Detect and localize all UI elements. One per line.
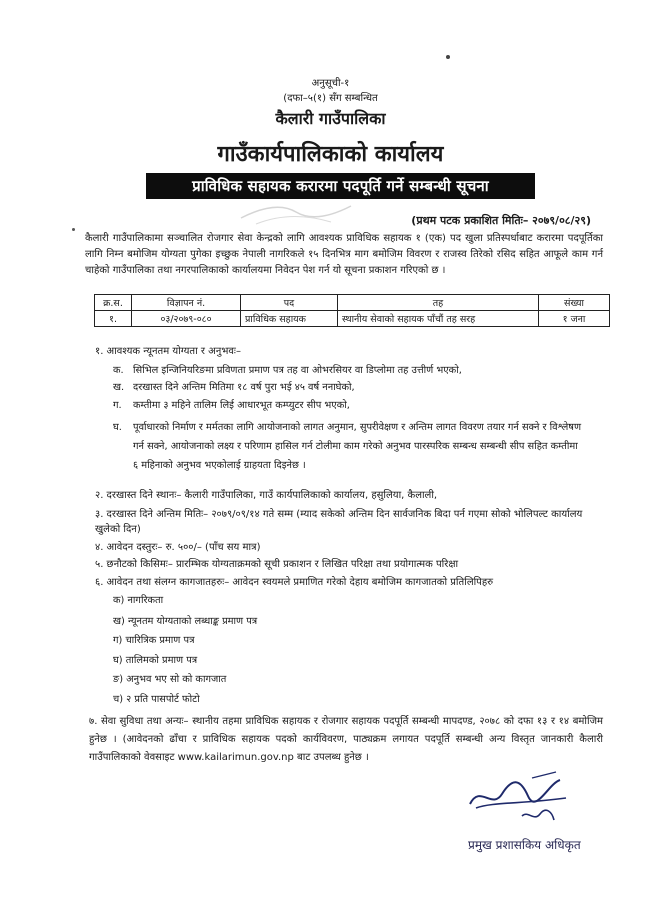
qualification-item <box>113 418 583 475</box>
municipality-name: कैलारी गाउँपालिका <box>275 109 386 128</box>
item-marker: घ. <box>113 422 122 433</box>
cell-serial: १. <box>95 311 132 327</box>
cell-post: प्राविधिक सहायक <box>241 311 338 327</box>
item-text: दरखास्त दिने अन्तिम मितिमा १८ वर्ष पुरा भई ४५ वर्ष ननाघेको, <box>133 382 355 393</box>
publish-date: (प्रथम पटक प्रकाशित मितिः– २०७९/०८/२९) <box>411 214 591 227</box>
col-serial: क्र.स. <box>95 295 132 311</box>
col-level: तह <box>338 295 539 311</box>
item-text: कम्तीमा ३ महिने तालिम लिई आधारभूत कम्प्युटर सीप भएको, <box>133 400 350 411</box>
item-marker: क. <box>113 365 124 376</box>
document-item: ग) चारित्रिक प्रमाण पत्र <box>113 635 195 646</box>
notice-title-banner: प्राविधिक सहायक करारमा पदपूर्ति गर्ने सम्बन्धी सूचना <box>146 173 535 199</box>
section-2: २. दरखास्त दिने स्थानः– कैलारी गाउँपालिका, गाउँ कार्यपालिकाको कार्यालय, हसुलिया, कैलाली, <box>95 490 438 501</box>
ink-mark <box>72 228 75 231</box>
document-item: क) नागरिकता <box>113 595 164 606</box>
col-post: पद <box>241 295 338 311</box>
ink-dot <box>446 55 450 59</box>
qualification-item <box>113 364 603 378</box>
signature-icon <box>462 764 572 830</box>
col-count: संख्या <box>539 295 610 311</box>
document-item: घ) तालिमको प्रमाण पत्र <box>113 655 198 666</box>
table-row <box>95 311 610 327</box>
annex-reference: (दफा–५(१) सँग सम्बन्धित <box>283 93 378 104</box>
cell-ad-number: ०३/२०७९-०८० <box>132 311 241 327</box>
section-3: ३. दरखास्त दिने अन्तिम मितिः– २०७९/०९/१४ गते सम्म (म्याद सकेको अन्तिम दिन सार्वजनिक बिदा पर्न गएमा सोको भोलिपल्ट कार्यालय खुलेको दिन) <box>95 509 583 535</box>
section-5: ५. छनौटको किसिमः– प्रारम्भिक योग्यताक्रमको सूची प्रकाशन र लिखित परिक्षा तथा प्रयोगात्मक परिक्षा <box>95 559 459 570</box>
office-name: गाउँकार्यपालिकाको कार्यालय <box>217 142 444 167</box>
vacancy-table <box>94 294 610 327</box>
item-marker: ग. <box>113 400 122 411</box>
item-text: पूर्वाधारको निर्माण र मर्मतका लागि आयोजनाको लागत अनुमान, सुपरीवेक्षण र अन्तिम लागत विवरण तयार गर्न सक्ने र विश्लेषण गर्न सक्ने, आयोजनाको लक्ष्य र परिणाम हासिल गर्न टोलीमा काम गरेको अनुभव पारस्परिक सम्बन्ध सम्बन्धी सीप सहित कम्तीमा ६ महिनाको अनुभव भएकोलाई ग्राहयता दिइनेछ । <box>133 422 582 471</box>
qualification-item <box>113 381 603 395</box>
document-item: ख) न्यूनतम योग्यताको लब्धाङ्क प्रमाण पत्र <box>113 616 258 627</box>
cell-count: १ जना <box>539 311 610 327</box>
signatory-role: प्रमुख प्रशासकिय अधिकृत <box>468 838 581 852</box>
section-6-title: ६. आवेदन तथा संलग्न कागजातहरुः– आवेदन स्वयमले प्रमाणित गरेको देहाय बमोजिम कागजातको प्रतिलिपिहरु <box>95 577 494 588</box>
section-4: ४. आवेदन दस्तुरः– रु. ५००/– (पाँच सय मात्र) <box>95 542 261 553</box>
intro-paragraph: कैलारी गाउँपालिकामा सञ्चालित रोजगार सेवा केन्द्रको लागि आवश्यक प्राविधिक सहायक १ (एक) पद खुला प्रतिस्पर्धाबाट करारमा पदपूर्तिका लागि निम्न बमोजिम योग्यता पुगेका इच्छुक नेपाली नागरिकले १५ दिनभित्र माग बमोजिम विवरण र राजस्व तिरेको रसिद सहित आफूले काम गर्न चाहेको गाउँपालिका तथा नगरपालिकाको कार्यालयमा निवेदन पेश गर्न यो सूचना प्रकाशन गरिएको छ । <box>85 233 603 276</box>
cell-level: स्थानीय सेवाको सहायक पाँचौं तह सरह <box>338 311 539 327</box>
col-ad-number: विज्ञापन नं. <box>132 295 241 311</box>
faint-stamp-icon <box>236 196 356 230</box>
item-marker: ख. <box>113 382 125 393</box>
section-1-title: १. आवश्यक न्यूनतम योग्यता र अनुभवः– <box>95 346 241 357</box>
document-item: च) २ प्रति पासपोर्ट फोटो <box>113 694 200 705</box>
annex-label: अनुसूची-१ <box>311 78 350 89</box>
item-text: सिभिल इन्जिनियरिङमा प्रविणता प्रमाण पत्र तह वा ओभरसियर वा डिप्लोमा तह उत्तीर्ण भएको, <box>133 365 462 376</box>
qualification-item <box>113 399 603 413</box>
table-header-row <box>95 295 610 311</box>
document-item: ङ) अनुभव भए सो को कागजात <box>113 674 227 685</box>
section-7: ७. सेवा सुविधा तथा अन्यः– स्थानीय तहमा प्राविधिक सहायक र रोजगार सहायक पदपूर्ति सम्बन्धी मापदण्ड, २०७८ को दफा १३ र १४ बमोजिम हुनेछ । (आवेदनको ढाँचा र प्राविधिक सहायक पदको कार्यविवरण, पाठ्यक्रम लगायत पदपूर्ति सम्बन्धी अन्य विस्तृत जानकारी कैलारी गाउँपालिकाको वेवसाइट www.kailarimun.gov.np बाट उपलब्ध हुनेछ । <box>89 716 603 763</box>
